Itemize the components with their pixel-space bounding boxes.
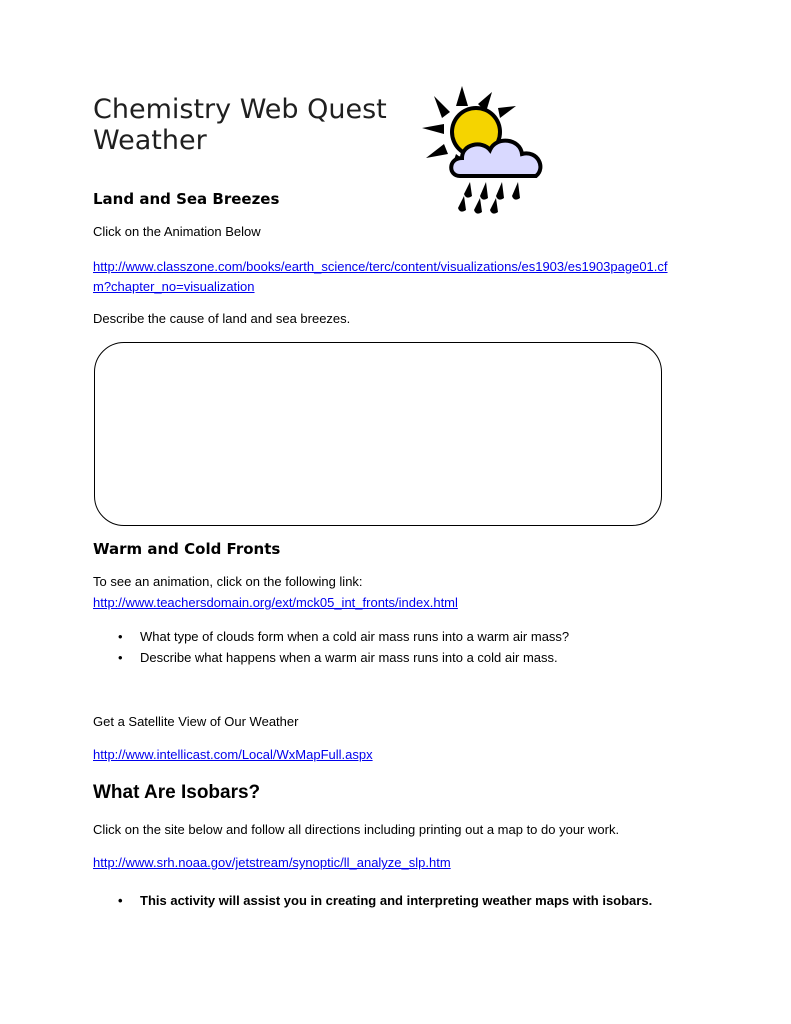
land-sea-instruction: Click on the Animation Below [93,224,261,239]
land-sea-link-block [93,258,703,296]
sun-cloud-rain-icon [420,84,560,216]
isobars-bullets [118,890,678,911]
rain-drops [458,182,520,214]
satellite-text: Get a Satellite View of Our Weather [93,714,299,729]
isobars-link[interactable]: http://www.srh.noaa.gov/jetstream/synoptic/ll_analyze_slp.htm [93,855,451,870]
list-item: • What type of clouds form when a cold air mass runs into a warm air mass? [118,626,678,647]
fronts-instruction: To see an animation, click on the following link: [93,574,363,589]
list-item: • This activity will assist you in creating and interpreting weather maps with isobars. [118,890,678,911]
fronts-heading: Warm and Cold Fronts [93,540,281,558]
land-sea-heading: Land and Sea Breezes [93,190,280,208]
answer-box[interactable] [94,342,662,526]
page-title [93,94,387,156]
list-item: • Describe what happens when a warm air mass runs into a cold air mass. [118,647,678,668]
page-title-line2: Weather [93,125,207,156]
satellite-link[interactable]: http://www.intellicast.com/Local/WxMapFull.aspx [93,747,373,762]
page-title-line1: Chemistry Web Quest [93,94,387,125]
land-sea-link-line2[interactable]: m?chapter_no=visualization [93,279,255,294]
fronts-link[interactable]: http://www.teachersdomain.org/ext/mck05_int_fronts/index.html [93,595,458,610]
isobars-heading: What Are Isobars? [93,782,261,803]
fronts-questions [118,626,678,668]
isobars-instruction: Click on the site below and follow all directions including printing out a map to do your work. [93,822,620,837]
land-sea-link-line1[interactable]: http://www.classzone.com/books/earth_science/terc/content/visualizations/es1903/es1903page01.cf [93,259,668,274]
land-sea-question: Describe the cause of land and sea breezes. [93,311,351,326]
